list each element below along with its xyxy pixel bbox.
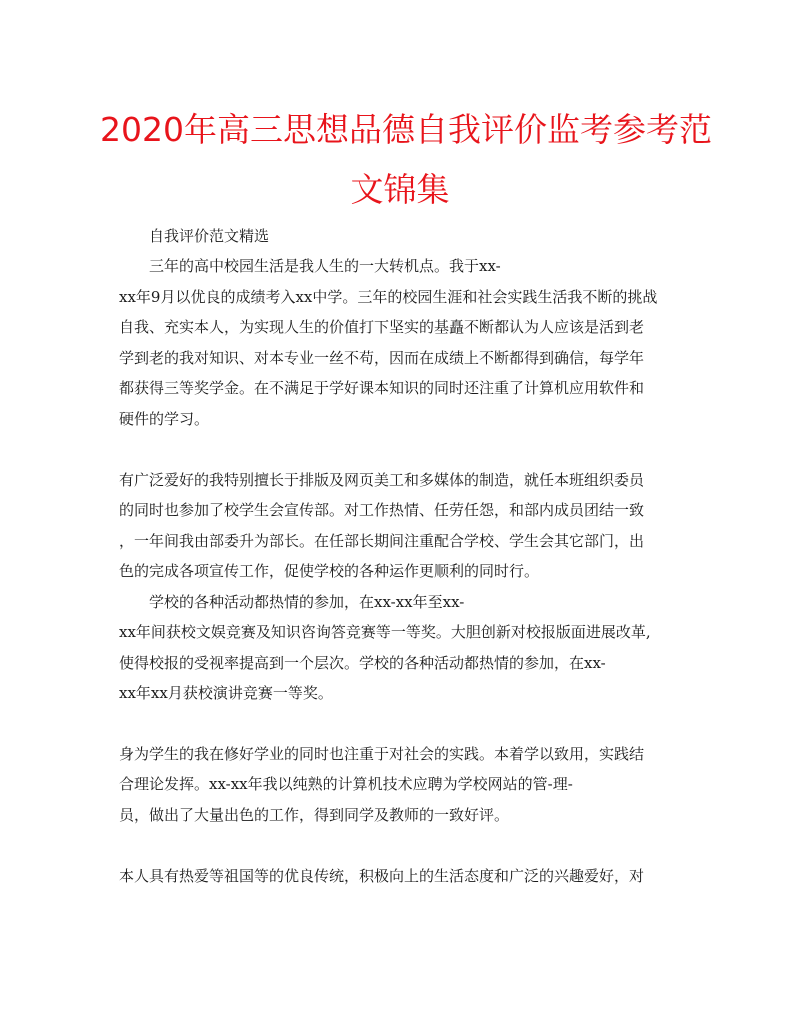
paragraph-line: 员，做出了大量出色的工作，得到同学及教师的一致好评。 [119, 806, 510, 824]
paragraph-line: 自我、充实本人，为实现人生的价值打下坚实的基矗不断都认为人应该是活到老 [119, 318, 645, 336]
paragraph-line: 三年的高中校园生活是我人生的一大转机点。我于xx- [149, 257, 501, 275]
paragraph-line: 色的完成各项宣传工作，促使学校的各种运作更顺利的同时行。 [119, 562, 540, 580]
paragraph-line: 身为学生的我在修好学业的同时也注重于对社会的实践。本着学以致用，实践结 [119, 745, 645, 763]
paragraph-line: 使得校报的受视率提高到一个层次。学校的各种活动都热情的参加，在xx- [119, 654, 606, 672]
paragraph-line: 学校的各种活动都热情的参加，在xx-xx年至xx- [149, 593, 465, 611]
paragraph-line: 都获得三等奖学金。在不满足于学好课本知识的同时还注重了计算机应用软件和 [119, 379, 645, 397]
paragraph-line: xx年间获校文娱竞赛及知识咨询答竞赛等一等奖。大胆创新对校报版面进展改革, [119, 623, 651, 641]
paragraph-line: 硬件的学习。 [119, 410, 210, 428]
paragraph-line: 学到老的我对知识、对本专业一丝不苟，因而在成绩上不断都得到确信，每学年 [119, 349, 645, 367]
section-heading: 自我评价范文精选 [149, 227, 270, 245]
paragraph-line: 合理论发挥。xx-xx年我以纯熟的计算机技术应聘为学校网站的管-理- [119, 775, 573, 793]
paragraph-line: xx年9月以优良的成绩考入xx中学。三年的校园生涯和社会实践生活我不断的挑战 [119, 288, 658, 306]
document-title-line-1: 2020年高三思想品德自我评价监考参考范 [100, 110, 712, 149]
paragraph-line: ，一年间我由部委升为部长。在任部长期间注重配合学校、学生会其它部门，出 [119, 532, 645, 550]
document-title-line-2: 文锦集 [350, 170, 450, 209]
paragraph-line: xx年xx月获校演讲竞赛一等奖。 [119, 684, 333, 702]
paragraph-line: 本人具有热爱等祖国等的优良传统，积极向上的生活态度和广泛的兴趣爱好，对 [119, 867, 645, 885]
paragraph-line: 有广泛爱好的我特别擅长于排版及网页美工和多媒体的制造，就任本班组织委员 [119, 471, 645, 489]
paragraph-line: 的同时也参加了校学生会宣传部。对工作热情、任劳任怨，和部内成员团结一致 [119, 501, 645, 519]
